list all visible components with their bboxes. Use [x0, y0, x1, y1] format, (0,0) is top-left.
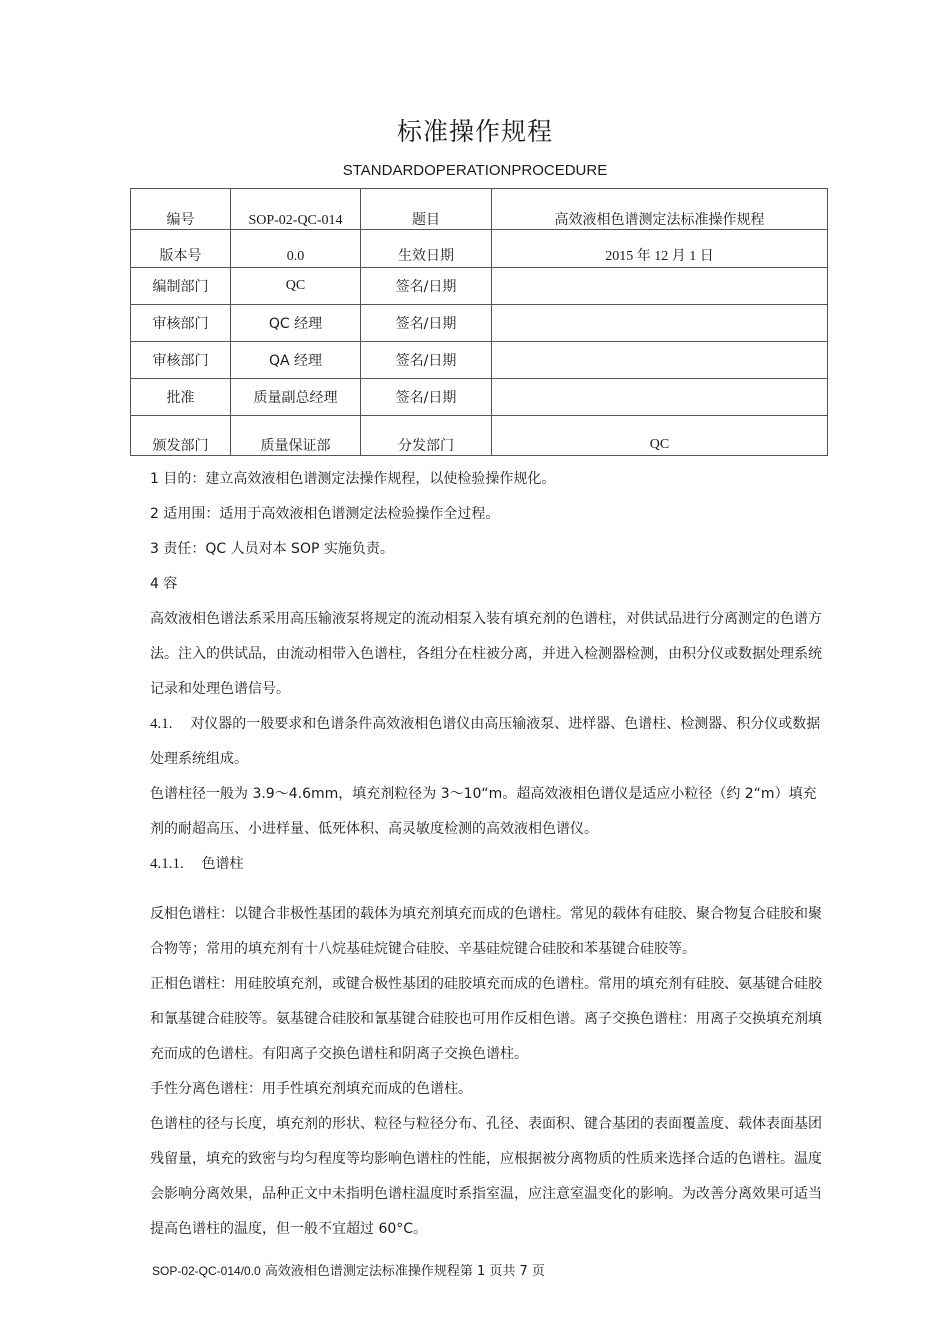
footer-title: 高效液相色谱测定法标准操作规程: [260, 1264, 460, 1279]
footer-doc-number: SOP-02-QC-014/0.0: [152, 1264, 261, 1278]
table-row: [131, 230, 828, 268]
table-row: [131, 268, 828, 305]
table-row: [131, 305, 828, 342]
signature-cell: [492, 379, 828, 416]
doc-title-value: 高效液相色谱测定法标准操作规程: [492, 189, 828, 230]
version-value: 0.0: [231, 230, 361, 268]
section-header-block: [150, 462, 826, 882]
label-cell: 生效日期: [361, 230, 492, 268]
body-paragraph: 反相色谱柱：以键合非极性基团的载体为填充剂填充而成的色谱柱。常见的载体有硅胶、聚合物复合硅胶和聚合物等；常用的填充剂有十八烷基硅烷键合硅胶、辛基硅烷键合硅胶和苯基键合硅胶等。: [150, 906, 822, 957]
label-cell: 分发部门: [361, 416, 492, 456]
signature-cell: [492, 268, 828, 305]
body-paragraph: 色谱柱的径与长度，填充剂的形状、粒径与粒径分布、孔径、表面积、键合基团的表面覆盖度、载体表面基团残留量，填充的致密与均匀程度等均影响色谱柱的性能，应根据被分离物质的性质来选择合适的色谱柱。温度会影响分离效果，品种正文中未指明色谱柱温度时系指室温，应注意室温变化的影响。为改善分离效果可适当提高色谱柱的温度，但一般不宜超过 60°C。: [150, 1116, 822, 1237]
prepared-dept-value: QC: [231, 268, 361, 305]
signature-cell: [492, 342, 828, 379]
signature-cell: [492, 305, 828, 342]
section-number: 4.1.1.: [150, 856, 184, 872]
responsibility-paragraph: 3 责任：QC 人员对本 SOP 实施负责。: [150, 541, 394, 557]
section-text: 色谱柱: [201, 856, 244, 872]
body-paragraph: 色谱柱径一般为 3.9～4.6mm，填充剂粒径为 3～10“m。超高效液相色谱仪是适应小粒径（约 2“m）填充剂的耐超高压、小进样量、低死体积、高灵敏度检测的高效液相色谱仪。: [150, 786, 817, 837]
column-description-block: [150, 897, 826, 1247]
page-subtitle: STANDARDOPERATIONPROCEDURE: [342, 162, 608, 179]
effective-date-value: 2015 年 12 月 1 日: [492, 230, 828, 268]
table-row: [131, 416, 828, 456]
reviewer-value: QA 经理: [231, 342, 361, 379]
table-row: [131, 189, 828, 230]
body-paragraph: 高效液相色谱法系采用高压输液泵将规定的流动相泵入装有填充剂的色谱柱，对供试品进行分离测定的色谱方法。注入的供试品，由流动相带入色谱柱，各组分在柱被分离，并进入检测器检测，由积分仪或数据处理系统记录和处理色谱信号。: [150, 611, 822, 697]
section-text: 对仪器的一般要求和色谱条件高效液相色谱仪由高压输液泵、进样器、色谱柱、检测器、积分仪或数据处理系统组成。: [150, 716, 821, 767]
label-cell: 签名/日期: [361, 342, 492, 379]
label-cell: 签名/日期: [361, 268, 492, 305]
label-cell: 签名/日期: [361, 379, 492, 416]
content-heading: 4 容: [150, 576, 178, 592]
document-info-table: [130, 188, 828, 456]
label-cell: 版本号: [131, 230, 231, 268]
doc-number-value: SOP-02-QC-014: [231, 189, 361, 230]
label-cell: 颁发部门: [131, 416, 231, 456]
reviewer-value: QC 经理: [231, 305, 361, 342]
body-paragraph: 正相色谱柱：用硅胶填充剂，或键合极性基团的硅胶填充而成的色谱柱。常用的填充剂有硅胶、氨基键合硅胶和氰基键合硅胶等。氨基键合硅胶和氰基键合硅胶也可用作反相色谱。离子交换色谱柱：用离子交换填充剂填充而成的色谱柱。有阳离子交换色谱柱和阴离子交换色谱柱。: [150, 976, 822, 1062]
label-cell: 审核部门: [131, 305, 231, 342]
table-row: [131, 379, 828, 416]
label-cell: 审核部门: [131, 342, 231, 379]
label-cell: 题目: [361, 189, 492, 230]
label-cell: 编号: [131, 189, 231, 230]
page-footer: [152, 1260, 545, 1279]
purpose-paragraph: 1 目的：建立高效液相色谱测定法操作规程，以使检验操作规化。: [150, 471, 556, 487]
label-cell: 批准: [131, 379, 231, 416]
section-4-1-1-heading: [150, 847, 826, 882]
label-cell: 编制部门: [131, 268, 231, 305]
approver-value: 质量副总经理: [231, 379, 361, 416]
body-paragraph: 手性分离色谱柱：用手性填充剂填充而成的色谱柱。: [150, 1081, 472, 1097]
footer-page-number: 第 1 页共 7 页: [459, 1264, 545, 1279]
distribution-dept-value: QC: [492, 416, 828, 456]
scope-paragraph: 2 适用围：适用于高效液相色谱测定法检验操作全过程。: [150, 506, 500, 522]
page-title: 标准操作规程: [396, 117, 553, 146]
table-row: [131, 342, 828, 379]
section-4-1-paragraph: [150, 707, 826, 777]
label-cell: 签名/日期: [361, 305, 492, 342]
issuing-dept-value: 质量保证部: [231, 416, 361, 456]
section-number: 4.1.: [150, 716, 173, 732]
